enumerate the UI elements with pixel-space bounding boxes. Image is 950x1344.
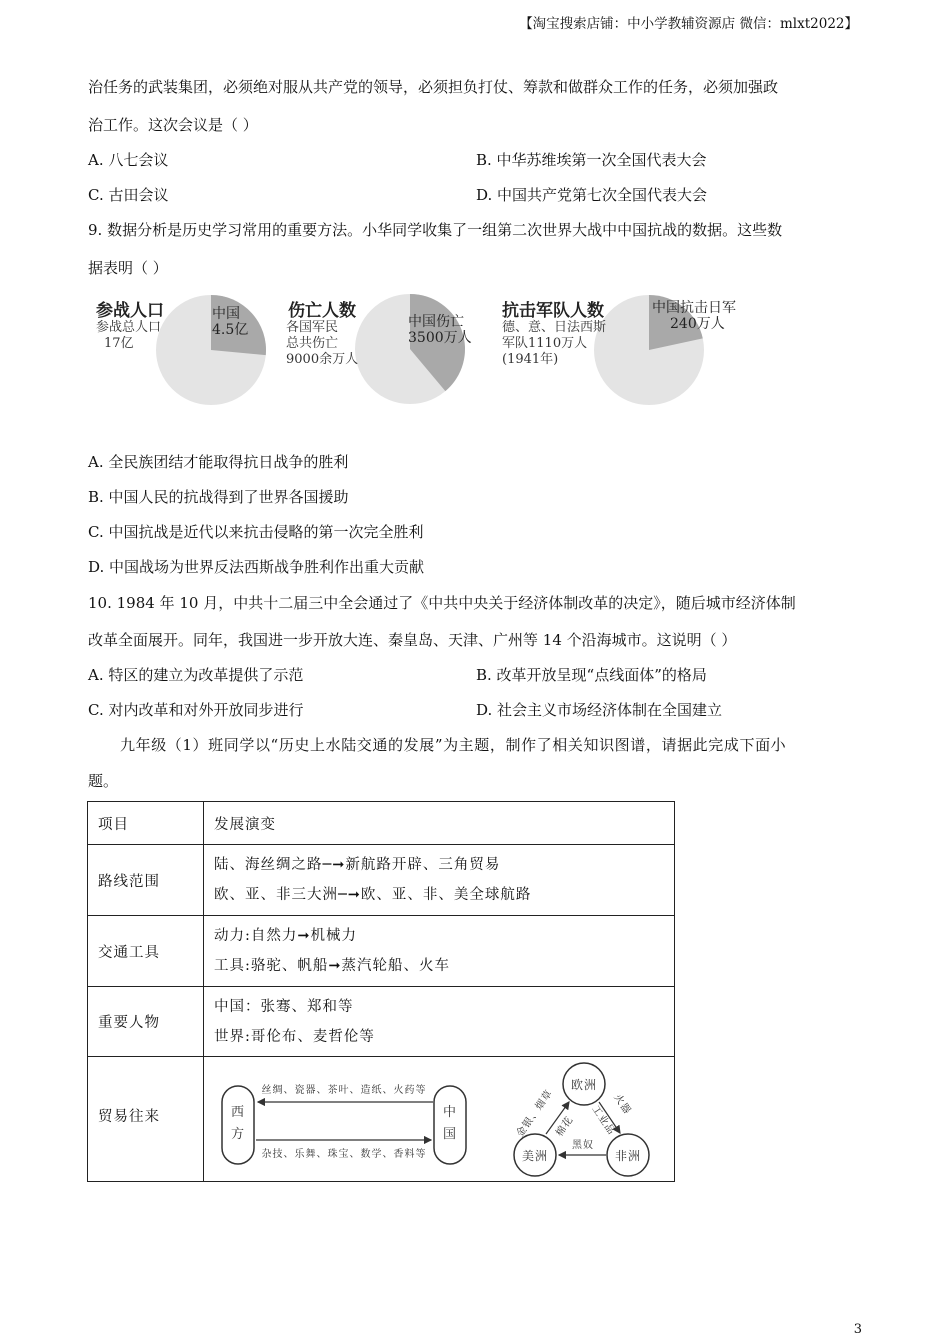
pie-3-total-label: 德、意、日法西斯 军队1110万人 (1941年) [502, 320, 607, 367]
table-row [88, 1057, 675, 1182]
west-label-2: 方 [230, 1126, 246, 1142]
row-content-trade [204, 1057, 675, 1182]
goods-to-china: 杂技、乐舞、珠宝、数学、香料等 [261, 1148, 427, 1160]
knowledge-table [87, 801, 675, 1182]
q10-option-d: D. 社会主义市场经济体制在全国建立 [476, 701, 723, 719]
goods-slaves: 黑奴 [572, 1139, 594, 1151]
q9-option-d: D. 中国战场为世界反法西斯战争胜利作出重大贡献 [88, 558, 425, 576]
west-node [222, 1086, 254, 1164]
table-head-item: 项目 [88, 802, 204, 845]
pie-2-total-label: 各国军民 总共伤亡 9000余万人 [286, 320, 359, 367]
table-head-evolution: 发展演变 [204, 802, 675, 845]
goods-industrial: 工业品 [589, 1103, 617, 1137]
europe-label: 欧洲 [570, 1077, 598, 1092]
q8-option-b: B. 中华苏维埃第一次全国代表大会 [476, 151, 707, 169]
table-row [88, 916, 675, 987]
row-content-route [204, 845, 675, 916]
pie-1-china-label: 中国 4.5亿 [212, 306, 249, 338]
china-label-2: 国 [442, 1126, 458, 1142]
africa-label: 非洲 [614, 1148, 642, 1163]
q9-option-b: B. 中国人民的抗战得到了世界各国援助 [88, 488, 349, 506]
q8-option-d: D. 中国共产党第七次全国代表大会 [476, 186, 708, 204]
transport-line2: 工具:骆驼、帆船➞蒸汽轮船、火车 [214, 958, 451, 974]
route-line2: 欧、亚、非三大洲─➞欧、亚、非、美全球航路 [214, 887, 532, 903]
q8-option-c: C. 古田会议 [88, 186, 169, 204]
q10-option-c: C. 对内改革和对外开放同步进行 [88, 701, 304, 719]
row-label-trade: 贸易往来 [88, 1057, 204, 1182]
q10-stem-line2: 改革全面展开。同年，我国进一步开放大连、秦皇岛、天津、广州等 14 个沿海城市。这说明（ ） [88, 631, 737, 649]
pie-1-title: 参战人口 [96, 301, 164, 321]
china-node [434, 1086, 466, 1164]
route-line1: 陆、海丝绸之路─➞新航路开辟、三角贸易 [214, 857, 501, 873]
goods-am-eu: 金银、烟草 [514, 1087, 556, 1139]
pie-2-china-label: 中国伤亡 3500万人 [408, 314, 472, 346]
china-label-1: 中 [442, 1104, 458, 1120]
q9-stem-line1: 9. 数据分析是历史学习常用的重要方法。小华同学收集了一组第二次世界大战中中国抗战的数据。这些数 [88, 221, 783, 239]
page-number: 3 [853, 1322, 862, 1337]
goods-to-west: 丝绸、瓷器、茶叶、造纸、火药等 [261, 1084, 427, 1096]
table-row [88, 845, 675, 916]
figures-line2: 世界:哥伦布、麦哲伦等 [214, 1028, 375, 1045]
pie-1-total-label: 参战总人口 17亿 [96, 320, 162, 351]
goods-firearms: 火器 [611, 1091, 633, 1117]
page-header: 【淘宝搜索店铺：中小学教辅资源店 微信：mlxt2022】 [519, 16, 858, 32]
intro-line2: 题。 [88, 772, 119, 790]
row-content-figures [204, 987, 675, 1057]
q9-stem-line2: 据表明（ ） [88, 259, 168, 277]
intro-line1: 九年级（1）班同学以“历史上水陆交通的发展”为主题，制作了相关知识图谱，请据此完成下面小 [120, 736, 787, 754]
table-header-row [88, 802, 675, 845]
q8-stem-line1: 治任务的武装集团，必须绝对服从共产党的领导，必须担负打仗、筹款和做群众工作的任务，必须加强政 [88, 78, 779, 96]
pie-2-title: 伤亡人数 [288, 301, 356, 321]
q9-option-c: C. 中国抗战是近代以来抗击侵略的第一次完全胜利 [88, 523, 424, 541]
q10-option-a: A. 特区的建立为改革提供了示范 [88, 666, 304, 684]
pie-3-title: 抗击军队人数 [502, 301, 604, 321]
pie-1 [155, 294, 267, 406]
goods-cotton: 棉花 [554, 1113, 576, 1139]
q9-option-a: A. 全民族团结才能取得抗日战争的胜利 [88, 453, 349, 471]
transport-line1: 动力:自然力➞机械力 [214, 928, 358, 944]
q10-stem-line1: 10. 1984 年 10 月，中共十二届三中全会通过了《中共中央关于经济体制改革的决定》，随后城市经济体制 [88, 594, 796, 612]
west-label-1: 西 [230, 1104, 246, 1120]
q8-stem-line2: 治工作。这次会议是（ ） [88, 116, 258, 134]
pie-2 [354, 293, 466, 405]
q8-option-a: A. 八七会议 [88, 151, 169, 169]
row-label-figures: 重要人物 [88, 987, 204, 1057]
row-label-route: 路线范围 [88, 845, 204, 916]
row-label-transport: 交通工具 [88, 916, 204, 987]
figures-line1: 中国：张骞、郑和等 [214, 998, 354, 1015]
table-row [88, 987, 675, 1057]
pie-3-china-label: 中国抗击日军 240万人 [652, 300, 736, 332]
trade-diagram [204, 1058, 674, 1181]
america-label: 美洲 [521, 1148, 549, 1163]
row-content-transport [204, 916, 675, 987]
q10-option-b: B. 改革开放呈现“点线面体”的格局 [476, 666, 707, 684]
